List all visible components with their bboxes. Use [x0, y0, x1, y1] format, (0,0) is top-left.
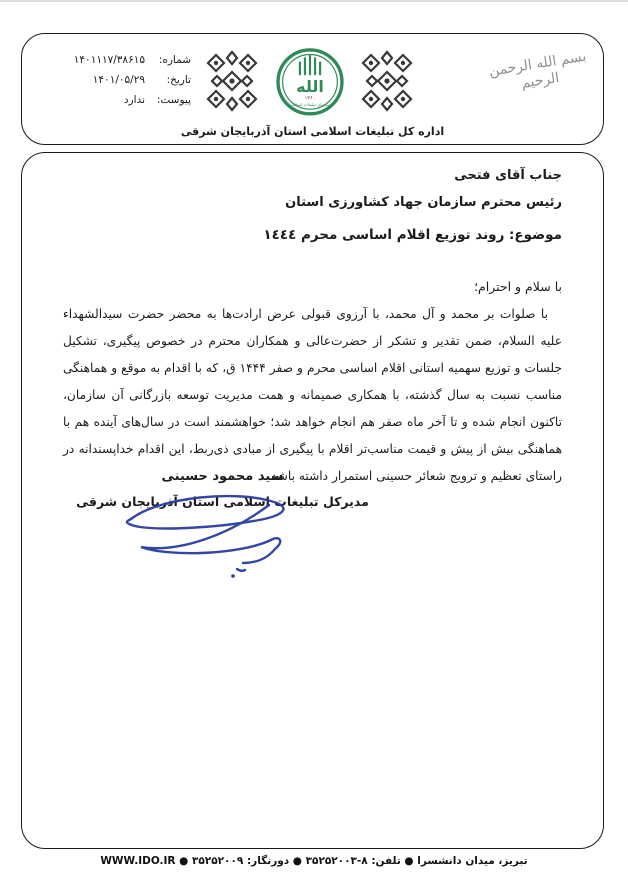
field-number	[41, 54, 191, 66]
bismillah-calligraphy: بسم الله الرحمن الرحیم	[487, 48, 588, 92]
arabesque-ornament-icon	[206, 50, 258, 112]
logo-caption: سازمان تبلیغات اسلامی	[289, 102, 331, 108]
scan-edge	[0, 0, 628, 2]
letter-body-frame	[21, 152, 604, 849]
org-name: اداره کل تبلیغات اسلامی استان آذربایجان شرقی	[180, 125, 445, 138]
field-attachment	[41, 94, 191, 106]
field-date-value: ۱۴۰۱/۰۵/۲۹	[92, 74, 145, 86]
islamic-propagation-org-logo	[274, 44, 346, 118]
field-date	[41, 74, 191, 86]
field-number-label: شماره:	[158, 54, 191, 66]
arabesque-ornament-icon	[361, 50, 413, 112]
letter-meta-fields	[41, 54, 191, 114]
allah-calligraphy: الله	[296, 76, 324, 96]
letterhead	[21, 33, 604, 145]
salutation: با سلام و احترام؛	[474, 279, 562, 294]
recipient-name: جناب آقای فتحی	[454, 168, 562, 183]
footer-contact-line: تبریز، میدان دانشسرا ● تلفن: ۸-۳۵۲۵۲۰۰۳ ● دورنگار: ۳۵۲۵۲۰۰۹ ● WWW.IDO.IR	[100, 855, 528, 867]
field-number-value: ۱۴۰۱۱۱۷/۳۸۶۱۵	[73, 54, 145, 66]
signature-block	[70, 469, 375, 509]
field-attachment-label: پیوست:	[156, 94, 191, 106]
letter-body-text: با صلوات بر محمد و آل محمد، با آرزوی قبولی عرض ارادت‌ها به محضر حضرت سیدالشهداء علیه السلام، ضمن تقدیر و تشکر از حضرت‌عالی و همکاران محترم در خصوص پیگیری، تشکیل جلسات و توزیع سهمیه استانی اقلام اساسی محرم و صفر ۱۴۴۴ ق، که با اقدام به موقع و هماهنگی مناسب نسبت به سال گذشته، با همکاری صمیمانه و همت مدیریت توسعه بازرگانی آن سازمان، تاکنون انجام شده و تا آخر ماه صفر هم انجام خواهد شد؛ خواهشمند است در سال‌های آینده هم با هماهنگی بیش از پیش و قیمت مناسب‌تر اقلام با پیگیری از مبادی ذی‌ربط، این اقدام خداپسندانه در راستای تعظیم و ترویج شعائر حسینی استمرار داشته باشد.	[63, 307, 562, 483]
recipient-title: رئیس محترم سازمان جهاد کشاورزی استان	[285, 195, 562, 210]
signer-name: سید محمود حسینی	[161, 469, 284, 484]
subject-line: موضوع: روند توزیع اقلام اساسی محرم ١٤٤٤	[263, 227, 562, 243]
field-attachment-value: ندارد	[123, 94, 145, 106]
field-date-label: تاریخ:	[166, 74, 191, 86]
logo-year: ۱۳۶۰	[304, 95, 316, 102]
signer-title: مدیرکل تبلیغات اسلامی استان آذربایجان شرقی	[76, 494, 369, 509]
